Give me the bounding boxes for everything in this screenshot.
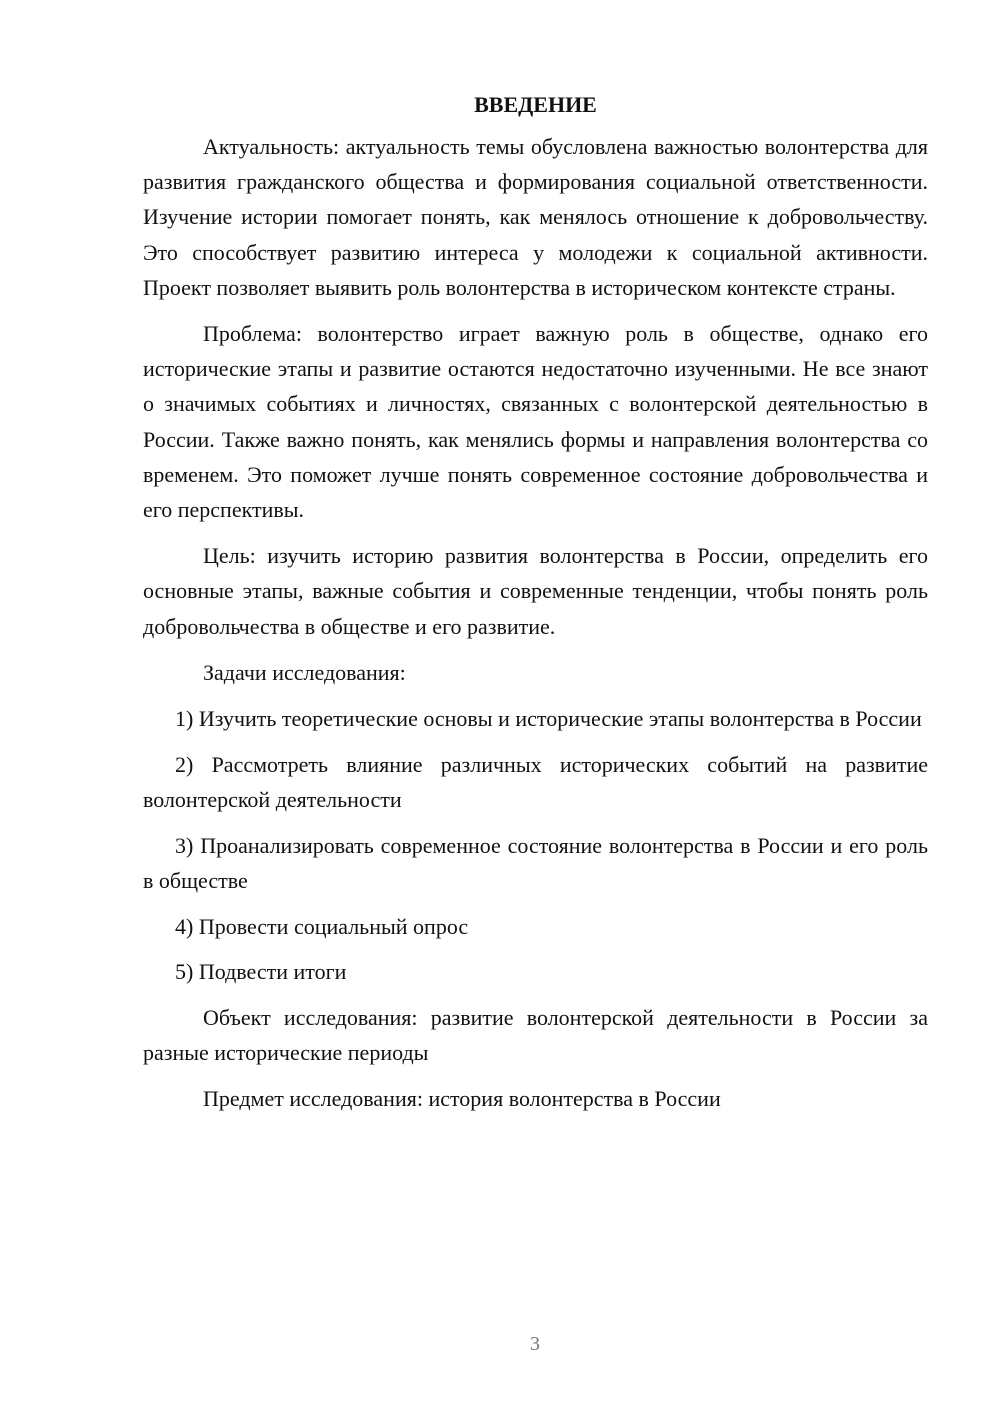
paragraph-relevance: Актуальность: актуальность темы обусловлена важностью волонтерства для развития гражданского общества и формирования социальной ответственности. Изучение истории помогает понять, как менялось отношение к добровольчеству. Это способствует развитию интереса у молодежи к социальной активности. Проект позволяет выявить роль волонтерства в историческом контексте страны. bbox=[143, 134, 928, 300]
tasks-list bbox=[143, 701, 928, 989]
page-title: ВВЕДЕНИЕ bbox=[474, 92, 597, 117]
paragraph-problem: Проблема: волонтерство играет важную роль в обществе, однако его исторические этапы и развитие остаются недостаточно изученными. Не все знают о значимых событиях и личностях, связанных с волонтерской деятельностью в России. Также важно понять, как менялись формы и направления волонтерства со временем. Это поможет лучше понять современное состояние добровольчества и его перспективы. bbox=[143, 321, 928, 523]
tasks-heading: Задачи исследования: bbox=[203, 659, 406, 685]
document-page bbox=[143, 90, 928, 1128]
paragraph-goal: Цель: изучить историю развития волонтерства в России, определить его основные этапы, важные события и современные тенденции, чтобы понять роль добровольчества в обществе и его развитие. bbox=[143, 543, 928, 639]
list-item: 1) Изучить теоретические основы и исторические этапы волонтерства в России bbox=[175, 706, 922, 732]
page-number: 3 bbox=[530, 1333, 540, 1355]
list-item: 3) Проанализировать современное состояние волонтерства в России и его роль в обществе bbox=[143, 832, 928, 893]
paragraph-subject: Предмет исследования: история волонтерства в России bbox=[203, 1086, 721, 1112]
list-item: 2) Рассмотреть влияние различных исторических событий на развитие волонтерской деятельности bbox=[143, 751, 928, 812]
list-item: 4) Провести социальный опрос bbox=[175, 913, 469, 939]
list-item: 5) Подвести итоги bbox=[175, 959, 347, 985]
paragraph-object: Объект исследования: развитие волонтерской деятельности в России за разные исторические периоды bbox=[143, 1004, 928, 1066]
